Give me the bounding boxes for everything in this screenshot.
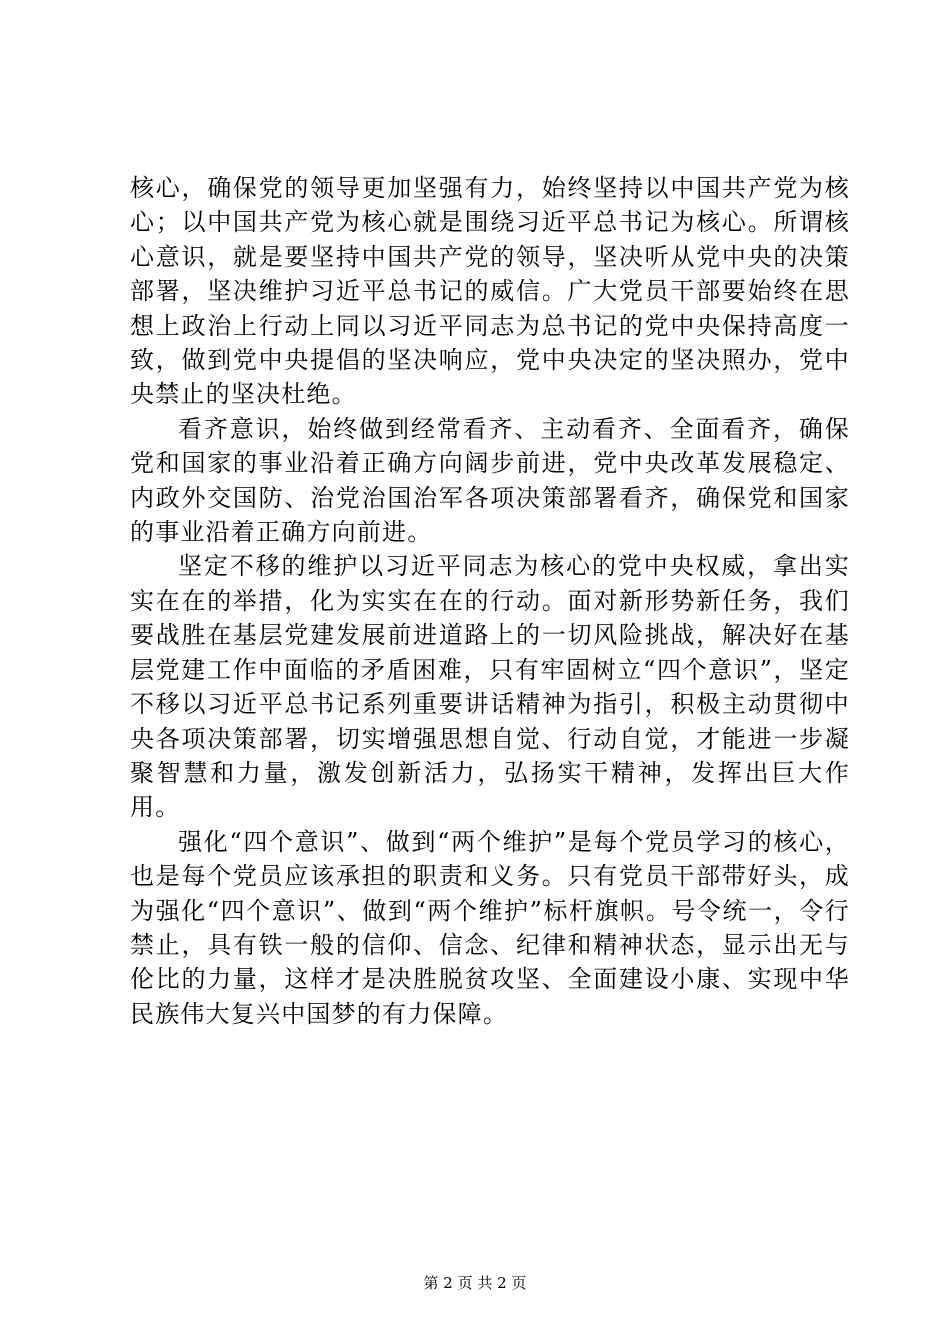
page-footer: 第 2 页 共 2 页 [423,1274,527,1292]
paragraph: 坚定不移的维护以习近平同志为核心的党中央权威，拿出实实在在的举措，化为实实在在的行动。面对新形势新任务，我们要战胜在基层党建发展前进道路上的一切风险挑战，解决好在基层党建工作中面临的矛盾困难，只有牢固树立“四个意识”，坚定不移以习近平总书记系列重要讲话精神为指引，积极主动贯彻中央各项决策部署，切实增强思想自觉、行动自觉，才能进一步凝聚智慧和力量，激发创新活力，弘扬实干精神，发挥出巨大作用。 [130,552,850,822]
paragraph: 强化“四个意识”、做到“两个维护”是每个党员学习的核心，也是每个党员应该承担的职责和义务。只有党员干部带好头，成为强化“四个意识”、做到“两个维护”标杆旗帜。号令统一，令行禁止，具有铁一般的信仰、信念、纪律和精神状态，显示出无与伦比的力量，这样才是决胜脱贫攻坚、全面建设小康、实现中华民族伟大复兴中国梦的有力保障。 [130,827,850,1028]
paragraph-continued: 核心，确保党的领导更加坚强有力，始终坚持以中国共产党为核心；以中国共产党为核心就是围绕习近平总书记为核心。所谓核心意识，就是要坚持中国共产党的领导，坚决听从党中央的决策部署，坚决维护习近平总书记的威信。广大党员干部要始终在思想上政治上行动上同以习近平同志为总书记的党中央保持高度一致，做到党中央提倡的坚决响应，党中央决定的坚决照办，党中央禁止的坚决杜绝。 [130,174,850,409]
paragraph: 看齐意识，始终做到经常看齐、主动看齐、全面看齐，确保党和国家的事业沿着正确方向阔步前进，党中央改革发展稳定、内政外交国防、治党治国治军各项决策部署看齐，确保党和国家的事业沿着正确方向前进。 [130,414,850,547]
document-body [130,171,850,1031]
